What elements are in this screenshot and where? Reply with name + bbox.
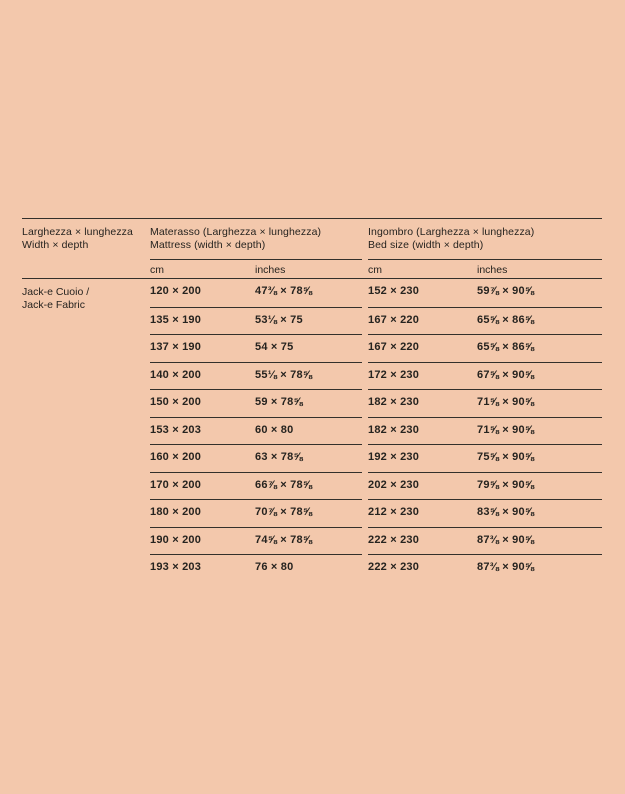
- column-header-dimension: [22, 219, 150, 259]
- column-header-dimension-it: Larghezza × lunghezza: [22, 226, 133, 238]
- size-specification-table: [22, 218, 602, 582]
- table-row: [22, 554, 602, 582]
- table-row: [22, 472, 602, 500]
- mattress-cm-cell: 120 × 200: [150, 285, 202, 297]
- bed-cm-cell: 182 × 230: [368, 417, 477, 445]
- bed-cm-cell: 152 × 230: [368, 285, 420, 297]
- bed-cm-cell: 212 × 230: [368, 499, 477, 527]
- bed-cm-cell: 167 × 220: [368, 334, 477, 362]
- mattress-inches-cell: 47⅜ × 78⅝: [255, 285, 313, 297]
- mattress-cm-cell: 135 × 190: [150, 307, 255, 335]
- bed-inches-cell: 71⅝ × 90⅝: [477, 389, 602, 417]
- mattress-inches-cell: 66⅞ × 78⅝: [255, 472, 362, 500]
- row-label-spacer: [22, 362, 150, 390]
- column-header-dimension-en: Width × depth: [22, 239, 89, 251]
- mattress-inches-cell: 60 × 80: [255, 417, 362, 445]
- table-row: [22, 444, 602, 472]
- unit-header-bed-cm: cm: [368, 259, 477, 278]
- bed-inches-cell: 87⅜ × 90⅝: [477, 527, 602, 555]
- row-label-spacer: [22, 444, 150, 472]
- table-row: [22, 389, 602, 417]
- table-header: [22, 219, 602, 259]
- product-name-line2: Jack-e Fabric: [22, 299, 86, 311]
- table-unit-row: [22, 259, 602, 278]
- row-label-spacer: [22, 334, 150, 362]
- unit-header-mattress-cm: cm: [150, 259, 255, 278]
- column-header-bedsize-en: Bed size (width × depth): [368, 239, 484, 251]
- bed-inches-cell: 67⅝ × 90⅝: [477, 362, 602, 390]
- column-header-mattress-en: Mattress (width × depth): [150, 239, 266, 251]
- mattress-cm-cell: 153 × 203: [150, 417, 255, 445]
- row-label-spacer: [22, 499, 150, 527]
- mattress-inches-cell: 59 × 78⅝: [255, 389, 362, 417]
- bed-cm-cell: 192 × 230: [368, 444, 477, 472]
- product-name-line1: Jack-e Cuoio /: [22, 286, 90, 298]
- mattress-cm-cell: 190 × 200: [150, 527, 255, 555]
- table-body: [22, 279, 602, 582]
- mattress-cm-cell: 180 × 200: [150, 499, 255, 527]
- mattress-inches-cell: 53⅛ × 75: [255, 307, 362, 335]
- table-row: [22, 527, 602, 555]
- bed-inches-cell: 65⅝ × 86⅝: [477, 307, 602, 335]
- bed-inches-cell: 83⅝ × 90⅝: [477, 499, 602, 527]
- bed-inches-cell: 59⅞ × 90⅝: [477, 285, 535, 297]
- column-header-mattress: [150, 219, 362, 259]
- bed-cm-cell: 222 × 230: [368, 527, 477, 555]
- row-label-spacer: [22, 554, 150, 582]
- mattress-inches-cell: 76 × 80: [255, 554, 362, 582]
- bed-inches-cell: 75⅝ × 90⅝: [477, 444, 602, 472]
- mattress-inches-cell: 74⅝ × 78⅝: [255, 527, 362, 555]
- row-label-spacer: [22, 417, 150, 445]
- mattress-inches-cell: 55⅛ × 78⅝: [255, 362, 362, 390]
- mattress-cm-cell: 170 × 200: [150, 472, 255, 500]
- unit-header-mattress-inches: inches: [255, 259, 362, 278]
- mattress-cm-cell: 140 × 200: [150, 362, 255, 390]
- row-label-spacer: [22, 472, 150, 500]
- column-header-mattress-it: Materasso (Larghezza × lunghezza): [150, 226, 322, 238]
- bed-cm-cell: 222 × 230: [368, 554, 477, 582]
- bed-cm-cell: 172 × 230: [368, 362, 477, 390]
- column-header-bedsize: [368, 219, 602, 259]
- bed-cm-cell: 202 × 230: [368, 472, 477, 500]
- bed-cm-cell: 182 × 230: [368, 389, 477, 417]
- table-row: [22, 334, 602, 362]
- mattress-inches-cell: 63 × 78⅝: [255, 444, 362, 472]
- bed-cm-cell: 167 × 220: [368, 307, 477, 335]
- product-name: [22, 286, 150, 312]
- mattress-cm-cell: 193 × 203: [150, 554, 255, 582]
- mattress-cm-cell: 137 × 190: [150, 334, 255, 362]
- mattress-cm-cell: 160 × 200: [150, 444, 255, 472]
- table-row: [22, 499, 602, 527]
- bed-inches-cell: 87⅜ × 90⅝: [477, 554, 602, 582]
- unit-spacer: [22, 259, 150, 278]
- unit-header-bed-inches: inches: [477, 259, 602, 278]
- mattress-inches-cell: 54 × 75: [255, 334, 362, 362]
- size-rows: [22, 279, 602, 582]
- column-header-bedsize-it: Ingombro (Larghezza × lunghezza): [368, 226, 535, 238]
- bed-inches-cell: 65⅝ × 86⅝: [477, 334, 602, 362]
- row-label-spacer: [22, 389, 150, 417]
- table-row: [22, 417, 602, 445]
- mattress-cm-cell: 150 × 200: [150, 389, 255, 417]
- mattress-inches-cell: 70⅞ × 78⅝: [255, 499, 362, 527]
- row-label-spacer: [22, 527, 150, 555]
- bed-inches-cell: 71⅝ × 90⅝: [477, 417, 602, 445]
- table-row: [22, 362, 602, 390]
- bed-inches-cell: 79⅝ × 90⅝: [477, 472, 602, 500]
